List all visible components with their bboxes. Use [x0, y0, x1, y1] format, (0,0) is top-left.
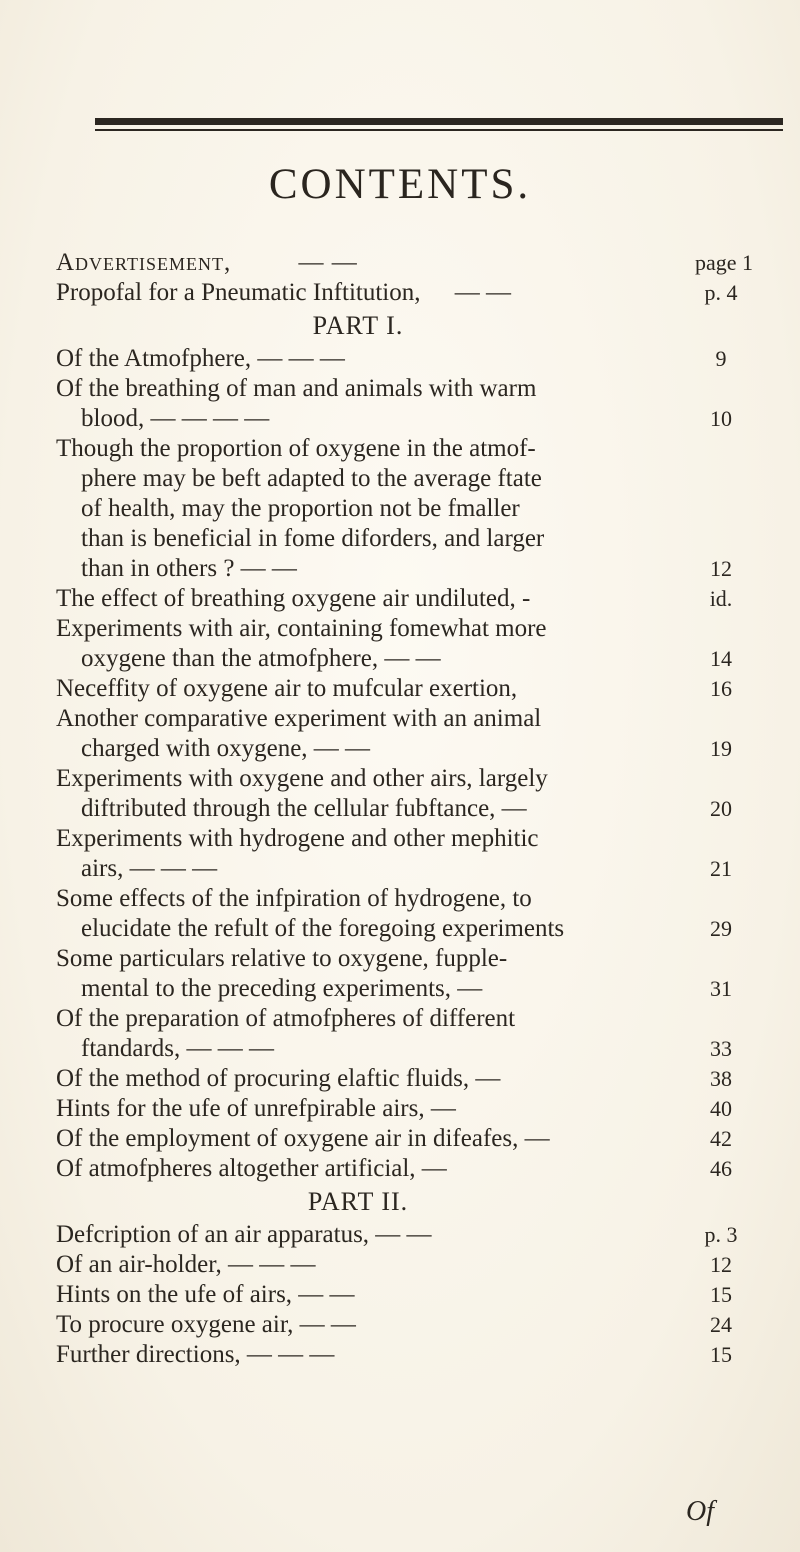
- toc-entry: [56, 614, 750, 674]
- toc-entry-line: Of the Atmofphere, — — —: [56, 345, 345, 372]
- toc-entry: [56, 1220, 750, 1250]
- toc-entry-continuation-line: phere may be beft adapted to the average ftate: [81, 465, 542, 492]
- toc-entry: [56, 704, 750, 764]
- toc-entry-text: [56, 824, 750, 884]
- toc-entry-line: Of atmofpheres altogether artificial, —: [56, 1155, 447, 1182]
- toc-entry-line: Of the preparation of atmofpheres of different: [56, 1005, 516, 1032]
- toc-entry-page: 33: [710, 1036, 732, 1061]
- toc-entry-continuation-line: ftandards, — — —: [81, 1035, 275, 1062]
- toc-entry-page: 14: [710, 646, 732, 671]
- toc-entry: [56, 824, 750, 884]
- toc-entry: [56, 434, 750, 584]
- toc-entry-text: Advertisement, — —: [56, 249, 358, 276]
- page-title: CONTENTS.: [268, 161, 532, 208]
- toc-entry-continuation-line: blood, — — — —: [81, 405, 270, 432]
- part-1-heading: PART I.: [312, 311, 404, 340]
- toc-entry-text: [56, 1064, 750, 1094]
- toc-entry: [56, 944, 750, 1004]
- toc-entry-text: [56, 434, 750, 584]
- toc-entry-text: [56, 1220, 750, 1250]
- toc-entry-text: [56, 1310, 750, 1340]
- toc-entry-text: [56, 344, 750, 374]
- toc-entry-line: To procure oxygene air, — —: [56, 1311, 356, 1338]
- toc-entry-proposal: [56, 278, 750, 308]
- toc-entry-page: 10: [710, 406, 732, 431]
- toc-entry-line: Neceffity of oxygene air to mufcular exertion,: [56, 675, 518, 702]
- toc-entry-text: [56, 1340, 750, 1370]
- toc-entry-page: 12: [710, 1252, 732, 1277]
- toc-entry-page: 15: [710, 1342, 732, 1367]
- toc-entry: [56, 1064, 750, 1094]
- toc-entry-continuation-line: than in others ? — —: [81, 555, 297, 582]
- toc-entry-page: 46: [710, 1156, 732, 1181]
- toc-entry-page: 42: [710, 1126, 732, 1151]
- header-rule-thin: [95, 129, 783, 131]
- toc-entry-text: [56, 1250, 750, 1280]
- toc-entry-page: id.: [709, 586, 733, 611]
- toc-entry-continuation-line: of health, may the proportion not be fmaller: [81, 495, 520, 522]
- toc-entry-page: 9: [715, 346, 727, 371]
- toc-entry-text: [56, 584, 750, 614]
- toc-entry-page: 19: [710, 736, 732, 761]
- toc-entry: [56, 344, 750, 374]
- toc-entry-line: Further directions, — — —: [56, 1341, 335, 1368]
- toc-entry: [56, 1094, 750, 1124]
- part-2-heading: PART II.: [307, 1187, 409, 1216]
- toc-entry-advertisement: [56, 248, 754, 278]
- toc-entry-line: Experiments with air, containing fomewhat more: [56, 615, 547, 642]
- part-1-entries: [56, 344, 750, 1184]
- toc-entry-text: [56, 944, 750, 1004]
- toc-entry-line: Some particulars relative to oxygene, fupple-: [56, 945, 508, 972]
- toc-entry: [56, 1340, 750, 1370]
- toc-entry-line: Of the employment of oxygene air in difeafes, —: [56, 1125, 550, 1152]
- toc-entry-text: Propofal for a Pneumatic Inftitution, — —: [56, 279, 512, 306]
- toc-entry-page: 40: [710, 1096, 732, 1121]
- toc-entry: [56, 674, 750, 704]
- catchword: Of: [686, 1496, 714, 1527]
- toc-entry-text: [56, 704, 750, 764]
- header-rule-thick: [95, 118, 783, 125]
- toc-entry: [56, 1250, 750, 1280]
- toc-entry-page: 31: [710, 976, 732, 1001]
- toc-entry-text: [56, 674, 750, 704]
- toc-entry-continuation-line: diftributed through the cellular fubftance, —: [81, 795, 527, 822]
- toc-entry: [56, 1310, 750, 1340]
- toc-entry-page: 12: [710, 556, 732, 581]
- toc-entry: [56, 1154, 750, 1184]
- toc-entry-text: [56, 1124, 750, 1154]
- toc-entry-line: The effect of breathing oxygene air undiluted, -: [56, 585, 531, 612]
- toc-entry-page: 16: [710, 676, 732, 701]
- toc-entry-continuation-line: oxygene than the atmofphere, — —: [81, 645, 441, 672]
- toc-entry: [56, 884, 750, 944]
- toc-entry-line: Some effects of the infpiration of hydrogene, to: [56, 885, 532, 912]
- toc-entry-page: 20: [710, 796, 732, 821]
- toc-entry: [56, 374, 750, 434]
- toc-entry-page: p. 4: [704, 280, 738, 305]
- toc-entry-page: 38: [710, 1066, 732, 1091]
- toc-entry-line: Though the proportion of oxygene in the atmof-: [56, 435, 536, 462]
- toc-entry-page: 21: [710, 856, 732, 881]
- toc-entry-text: [56, 1280, 750, 1310]
- toc-entry-text: [56, 374, 750, 434]
- toc-entry-page: page 1: [694, 250, 754, 275]
- part-2-entries: [56, 1220, 750, 1370]
- toc-entry-line: Experiments with hydrogene and other mephitic: [56, 825, 539, 852]
- toc-entry: [56, 764, 750, 824]
- toc-entry-line: Experiments with oxygene and other airs, largely: [56, 765, 548, 792]
- toc-entry-continuation-line: than is beneficial in fome diforders, and larger: [81, 525, 545, 552]
- toc-entry-continuation-line: mental to the preceding experiments, —: [81, 975, 483, 1002]
- toc-entry-line: Of an air-holder, — — —: [56, 1251, 316, 1278]
- toc-entry-text: [56, 764, 750, 824]
- toc-entry-continuation-line: elucidate the refult of the foregoing experiments: [81, 915, 565, 942]
- toc-entry-line: Of the breathing of man and animals with warm: [56, 375, 537, 402]
- toc-entry: [56, 1124, 750, 1154]
- toc-entry: [56, 584, 750, 614]
- toc-entry: [56, 1004, 750, 1064]
- toc-entry-line: Defcription of an air apparatus, — —: [56, 1221, 432, 1248]
- toc-entry-page: 29: [710, 916, 732, 941]
- toc-entry-line: Hints for the ufe of unrefpirable airs, —: [56, 1095, 456, 1122]
- toc-entry-page: 24: [710, 1312, 732, 1337]
- toc-entry-line: Another comparative experiment with an animal: [56, 705, 542, 732]
- toc-entry: [56, 1280, 750, 1310]
- toc-entry-text: [56, 1004, 750, 1064]
- toc-entry-continuation-line: charged with oxygene, — —: [81, 735, 371, 762]
- table-of-contents: [56, 248, 754, 1370]
- toc-entry-line: Of the method of procuring elaftic fluids, —: [56, 1065, 501, 1092]
- toc-entry-continuation-line: airs, — — —: [81, 855, 218, 882]
- toc-entry-page: p. 3: [704, 1222, 738, 1247]
- toc-entry-page: 15: [710, 1282, 732, 1307]
- toc-entry-text: [56, 1154, 750, 1184]
- toc-entry-text: [56, 1094, 750, 1124]
- toc-entry-text: [56, 614, 750, 674]
- toc-entry-line: Hints on the ufe of airs, — —: [56, 1281, 355, 1308]
- toc-entry-text: [56, 884, 750, 944]
